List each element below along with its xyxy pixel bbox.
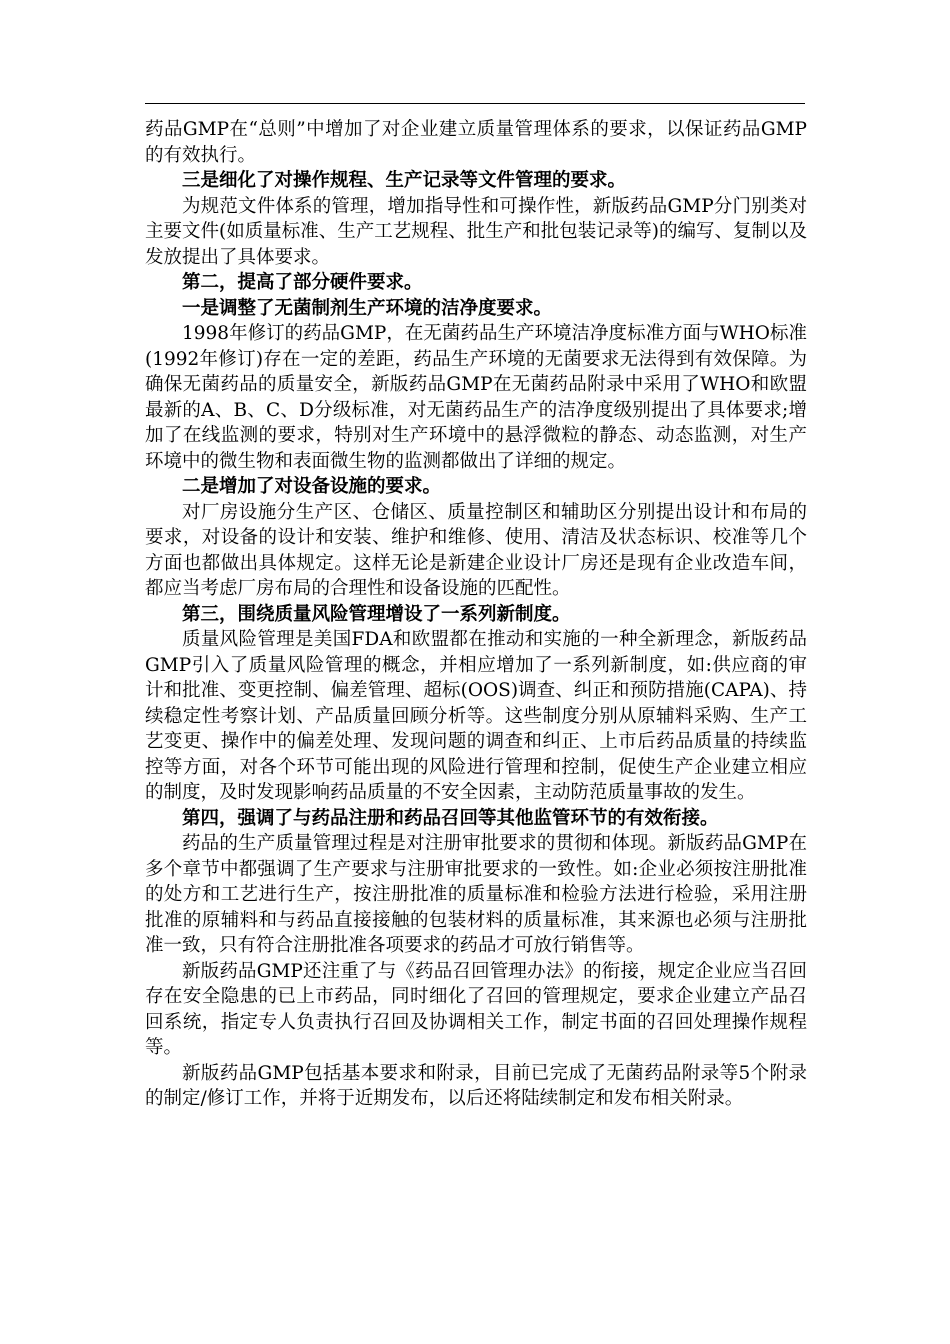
- paragraph-registration: 药品的生产质量管理过程是对注册审批要求的贯彻和体现。新版药品GMP在多个章节中都强调了生产要求与注册审批要求的一致性。如:企业必须按注册批准的处方和工艺进行生产，按注册批准的质量标准和检验方法进行检验，采用注册批准的原辅料和与药品直接接触的包装材料的质量标准，其来源也必须与注册批准一致，只有符合注册批准各项要求的药品才可放行销售等。: [145, 833, 807, 956]
- header-rule: [145, 103, 805, 104]
- heading-third-risk-management: 第三，围绕质量风险管理增设了一系列新制度。: [182, 603, 571, 625]
- document-body: [145, 117, 807, 1112]
- heading-fourth-registration-recall: 第四，强调了与药品注册和药品召回等其他监管环节的有效衔接。: [182, 807, 719, 829]
- paragraph-risk-management: 质量风险管理是美国FDA和欧盟都在推动和实施的一种全新理念，新版药品GMP引入了质量风险管理的概念，并相应增加了一系列新制度，如:供应商的审计和批准、变更控制、偏差管理、超标(OOS)调查、纠正和预防措施(CAPA)、持续稳定性考察计划、产品质量回顾分析等。这些制度分别从原辅料采购、生产工艺变更、操作中的偏差处理、发现问题的调查和纠正、上市后药品质量的持续监控等方面，对各个环节可能出现的风险进行管理和控制，促使生产企业建立相应的制度，及时发现影响药品质量的不安全因素，主动防范质量事故的发生。: [145, 629, 807, 803]
- paragraph-appendices: 新版药品GMP包括基本要求和附录，目前已完成了无菌药品附录等5个附录的制定/修订工作，并将于近期发布，以后还将陆续制定和发布相关附录。: [145, 1062, 807, 1109]
- paragraph-quality-system: 药品GMP在“总则”中增加了对企业建立质量管理体系的要求，以保证药品GMP的有效执行。: [145, 119, 807, 166]
- paragraph-facilities: 对厂房设施分生产区、仓储区、质量控制区和辅助区分别提出设计和布局的要求，对设备的设计和安装、维护和维修、使用、清洁及状态标识、校准等几个方面也都做出具体规定。这样无论是新建企业设计厂房还是现有企业改造车间，都应当考虑厂房布局的合理性和设备设施的匹配性。: [145, 501, 807, 599]
- paragraph-cleanliness-standards: 1998年修订的药品GMP，在无菌药品生产环境洁净度标准方面与WHO标准(1992年修订)存在一定的差距，药品生产环境的无菌要求无法得到有效保障。为确保无菌药品的质量安全，新版药品GMP在无菌药品附录中采用了WHO和欧盟最新的A、B、C、D分级标准，对无菌药品生产的洁净度级别提出了具体要求;增加了在线监测的要求，特别对生产环境中的悬浮微粒的静态、动态监测，对生产环境中的微生物和表面微生物的监测都做出了详细的规定。: [145, 323, 807, 472]
- heading-document-management: 三是细化了对操作规程、生产记录等文件管理的要求。: [182, 170, 627, 191]
- heading-equipment: 二是增加了对设备设施的要求。: [182, 476, 442, 497]
- heading-second-hardware: 第二，提高了部分硬件要求。: [182, 272, 423, 293]
- paragraph-recall: 新版药品GMP还注重了与《药品召回管理办法》的衔接，规定企业应当召回存在安全隐患的已上市药品，同时细化了召回的管理规定，要求企业建立产品召回系统，指定专人负责执行召回及协调相关工作，制定书面的召回处理操作规程等。: [145, 960, 807, 1058]
- paragraph-document-system: 为规范文件体系的管理，增加指导性和可操作性，新版药品GMP分门别类对主要文件(如质量标准、生产工艺规程、批生产和批包装记录等)的编写、复制以及发放提出了具体要求。: [145, 195, 807, 268]
- heading-cleanliness: 一是调整了无菌制剂生产环境的洁净度要求。: [182, 297, 553, 319]
